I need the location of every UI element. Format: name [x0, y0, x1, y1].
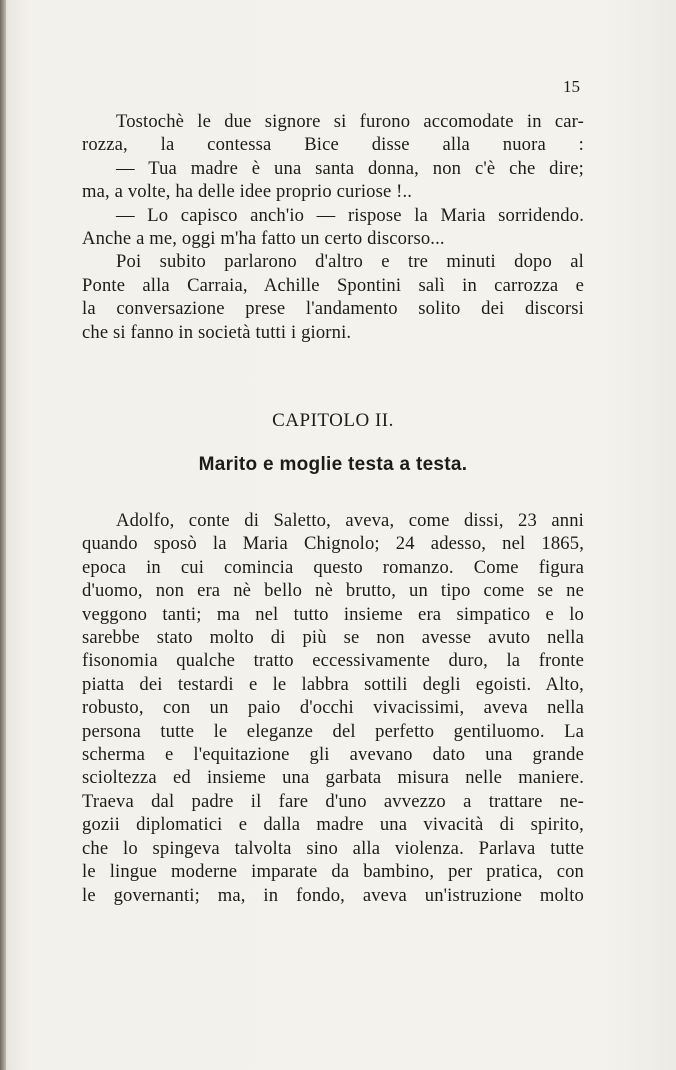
text-line: Tostochè le due signore si furono accomodate in car-: [116, 111, 584, 132]
text-line: piatta dei testardi e le labbra sottili degli egoisti. Alto,: [82, 673, 584, 695]
text-line: gozii diplomatici e dalla madre una vivacità di spirito,: [82, 814, 584, 836]
text-line: persona tutte le eleganze del perfetto gentiluomo. La: [82, 720, 584, 742]
chapter-body-text-block: [82, 509, 584, 907]
text-line: Ponte alla Carraia, Achille Spontini salì in carrozza e: [82, 274, 584, 296]
chapter-title: Marito e moglie testa a testa.: [198, 454, 468, 475]
text-line: d'uomo, non era nè bello nè brutto, un tipo come se ne: [82, 580, 584, 602]
page-binding-edge: [0, 0, 6, 1070]
chapter-label: CAPITOLO II.: [272, 410, 394, 431]
text-line: epoca in cui comincia questo romanzo. Come figura: [82, 556, 584, 578]
opening-text-block: [82, 110, 584, 344]
text-line: quando sposò la Maria Chignolo; 24 adesso, nel 1865,: [82, 533, 584, 555]
text-line: robusto, con un paio d'occhi vivacissimi, aveva nella: [82, 697, 584, 719]
text-line: ma, a volte, ha delle idee proprio curiose !..: [82, 181, 413, 203]
text-line: scioltezza ed insieme una garbata misura nelle maniere.: [82, 767, 584, 789]
text-line: — Tua madre è una santa donna, non c'è che dire;: [116, 157, 584, 179]
text-line: Traeva dal padre il fare d'uno avvezzo a trattare ne-: [82, 790, 584, 812]
text-line: le governanti; ma, in fondo, aveva un'istruzione molto: [82, 884, 584, 906]
text-line: le lingue moderne imparate da bambino, per pratica, con: [82, 861, 584, 883]
text-line: Adolfo, conte di Saletto, aveva, come dissi, 23 anni: [116, 510, 584, 531]
text-line: fisonomia qualche tratto eccessivamente duro, la fronte: [82, 650, 584, 672]
text-line: rozza, la contessa Bice disse alla nuora :: [82, 134, 584, 156]
text-line: Poi subito parlarono d'altro e tre minuti dopo al: [116, 251, 584, 273]
text-line: che si fanno in società tutti i giorni.: [82, 321, 352, 343]
text-line: Anche a me, oggi m'ha fatto un certo discorso...: [82, 228, 445, 250]
text-line: sarebbe stato molto di più se non avesse avuto nella: [82, 627, 584, 649]
text-line: la conversazione prese l'andamento solito dei discorsi: [82, 298, 584, 320]
text-line: — Lo capisco anch'io — rispose la Maria sorridendo.: [116, 204, 584, 226]
text-line: che lo spingeva talvolta sino alla violenza. Parlava tutte: [82, 837, 584, 859]
page-number: 15: [563, 77, 580, 96]
text-line: scherma e l'equitazione gli avevano dato una grande: [82, 744, 584, 766]
text-line: veggono tanti; ma nel tutto insieme era simpatico e lo: [82, 603, 584, 625]
